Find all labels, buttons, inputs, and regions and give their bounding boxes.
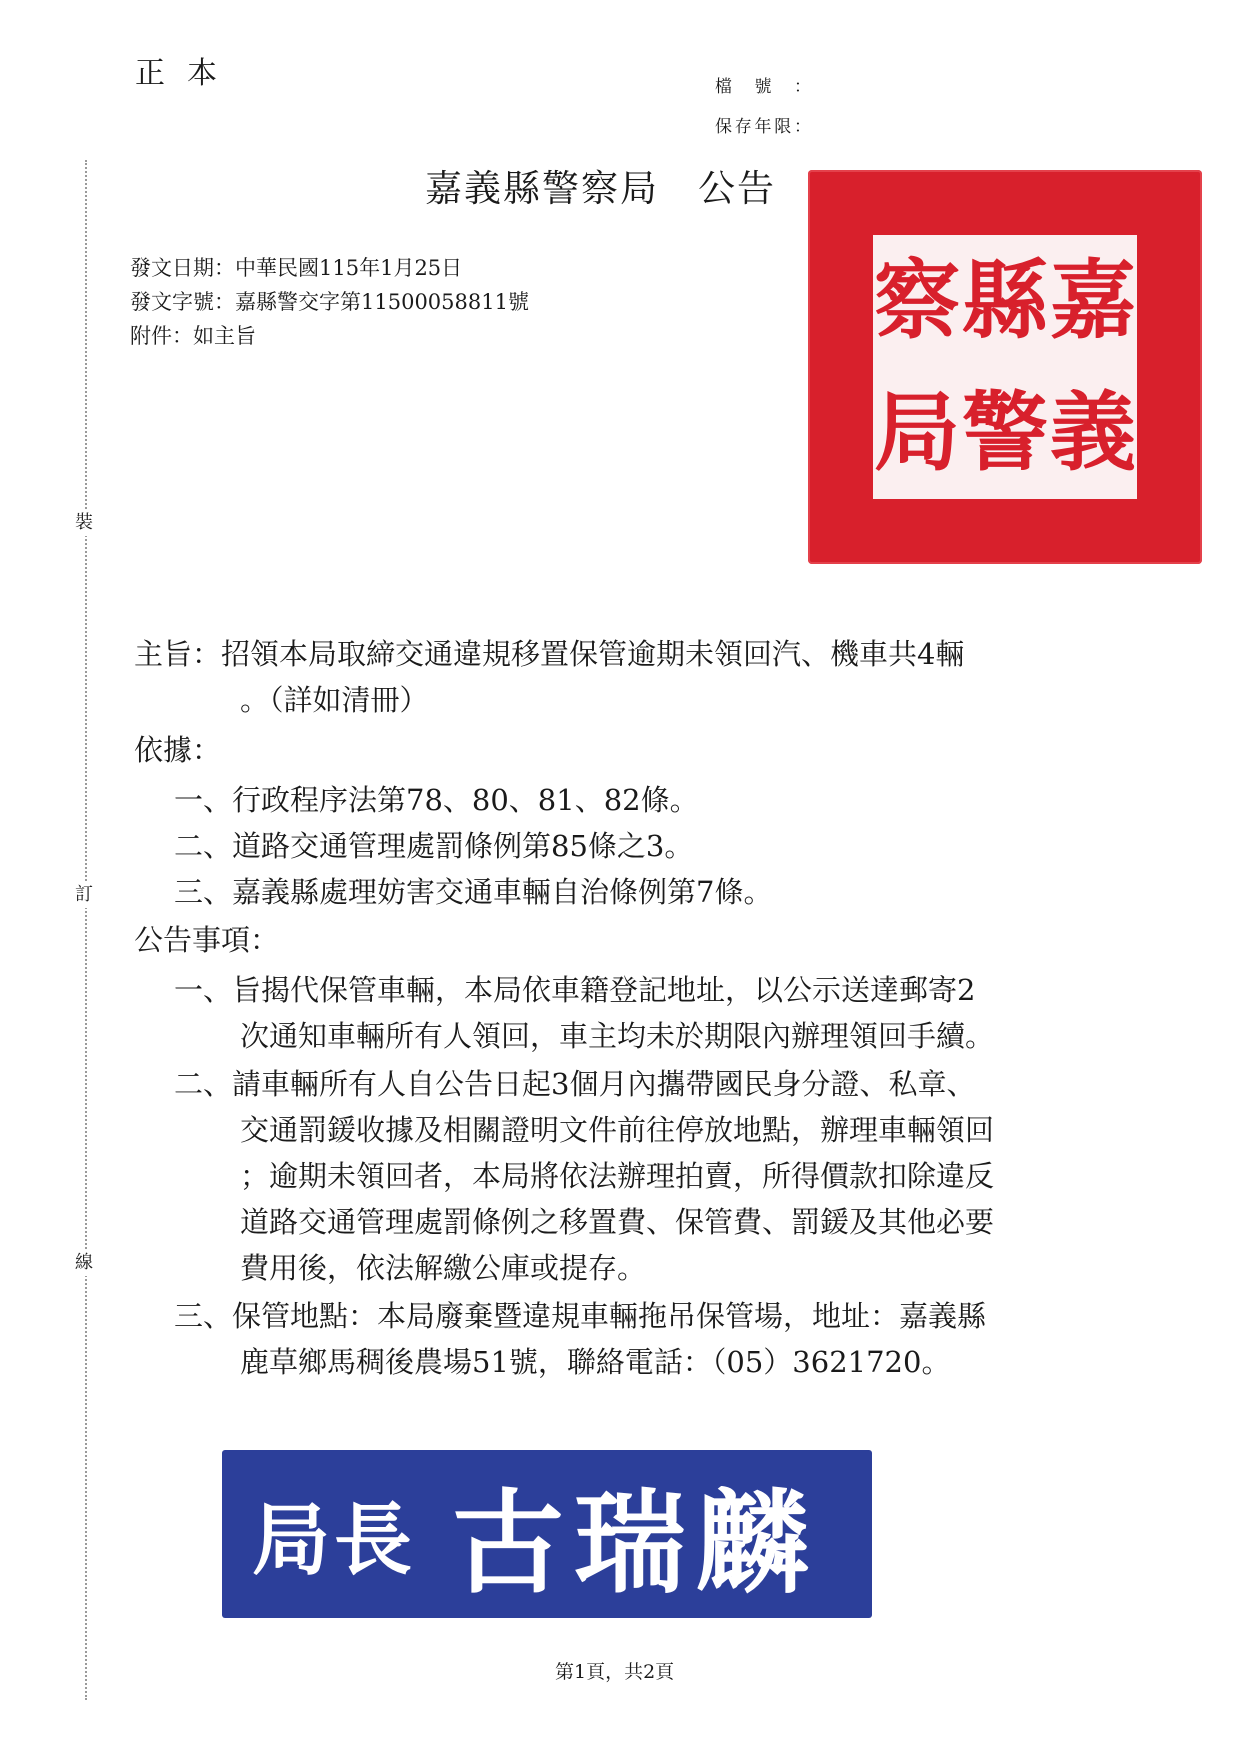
- seal-char: 嘉: [1050, 250, 1136, 351]
- attachment: 附件：如主旨: [130, 324, 256, 348]
- signature-stamp: [222, 1450, 872, 1618]
- binding-char-ding: 訂: [75, 882, 93, 908]
- issue-date: 發文日期：中華民國115年1月25日: [130, 256, 463, 280]
- document-number: 發文字號：嘉縣警交字第11500058811號: [130, 290, 529, 314]
- basis-item-1: 一、行政程序法第78、80、81、82條。: [174, 783, 699, 817]
- page-number: 第1頁，共2頁: [555, 1661, 675, 1683]
- seal-char: 縣: [962, 250, 1048, 351]
- notice-item-2-cont: 交通罰鍰收據及相關證明文件前往停放地點，辦理車輛領回: [240, 1113, 995, 1147]
- file-number-label: 檔號：: [715, 77, 811, 97]
- basis-item-3: 三、嘉義縣處理妨害交通車輛自治條例第7條。: [174, 875, 773, 909]
- signature-name: 古瑞麟: [452, 1477, 819, 1609]
- signature-title: 局長: [252, 1495, 417, 1586]
- notice-item-1-cont: 次通知車輛所有人領回，車主均未於期限內辦理領回手續。: [240, 1019, 995, 1053]
- notice-item-1: 一、旨揭代保管車輛，本局依車籍登記地址，以公示送達郵寄2: [174, 973, 976, 1007]
- notice-item-3: 三、保管地點：本局廢棄暨違規車輛拖吊保管場，地址：嘉義縣: [174, 1299, 987, 1333]
- basis-item-2: 二、道路交通管理處罰條例第85條之3。: [174, 829, 694, 863]
- notice-heading: 公告事項：: [134, 923, 280, 957]
- official-seal: [808, 170, 1202, 564]
- subject-continuation: 。（詳如清冊）: [240, 683, 429, 717]
- subject-line: 主旨：招領本局取締交通違規移置保管逾期未領回汽、機車共4輛: [134, 637, 965, 671]
- seal-char: 察: [874, 250, 960, 351]
- seal-char: 局: [874, 382, 960, 483]
- official-seal-inner: [873, 235, 1137, 499]
- notice-item-2: 二、請車輛所有人自公告日起3個月內攜帶國民身分證、私章、: [174, 1067, 976, 1101]
- basis-heading: 依據：: [134, 733, 222, 767]
- notice-item-2-cont: 費用後，依法解繳公庫或提存。: [240, 1251, 647, 1285]
- binding-char-xian: 線: [75, 1250, 93, 1276]
- retention-period-label: 保存年限：: [715, 117, 811, 137]
- copy-label: 正本: [135, 56, 239, 91]
- document-title: 嘉義縣警察局 公告: [425, 167, 776, 210]
- seal-char: 警: [962, 382, 1048, 483]
- binding-margin-line: [85, 160, 87, 1700]
- seal-char: 義: [1050, 382, 1136, 483]
- notice-item-2-cont: ；逾期未領回者，本局將依法辦理拍賣，所得價款扣除違反: [240, 1159, 995, 1193]
- notice-item-3-cont: 鹿草鄉馬稠後農場51號，聯絡電話：（05）3621720。: [240, 1345, 951, 1379]
- binding-char-zhuang: 裝: [75, 510, 93, 536]
- notice-item-2-cont: 道路交通管理處罰條例之移置費、保管費、罰鍰及其他必要: [240, 1205, 995, 1239]
